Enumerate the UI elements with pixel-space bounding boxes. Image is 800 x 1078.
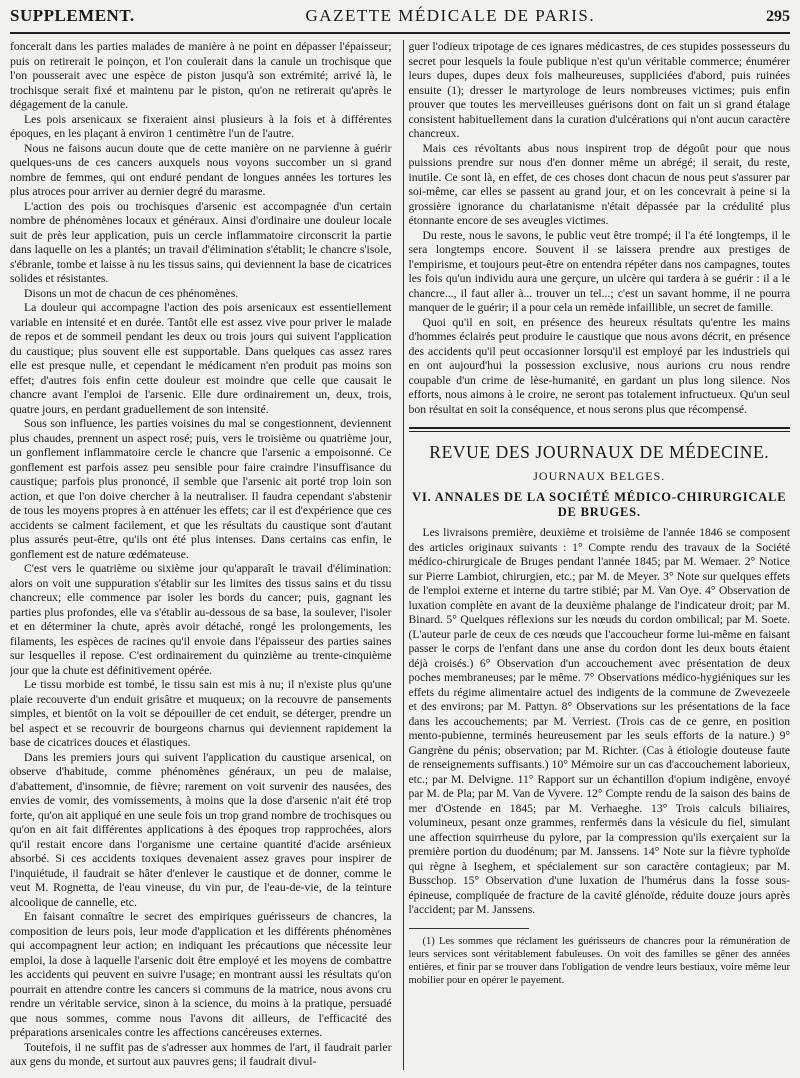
paragraph: La douleur qui accompagne l'action des pois arsenicaux est essentiellement variable en intensité et en durée. Tantôt elle est assez vive pour priver le malade de repos et de sommeil pendant les deux ou trois jours qui suivent l'application du caustique; plus souvent elle est supportable. Dans quelques cas assez rares elle est presque nulle, et cependant le médicament n'en produit pas moins son effet; d'autres fois enfin cette douleur est moindre que celle que causait le chancre avant l'emploi de l'arsenic. Elle dure ordinairement un, deux, trois, quatre jours, en perdant graduellement de son intensité. [10, 301, 392, 416]
paragraph: Toutefois, il ne suffit pas de s'adresser aux hommes de l'art, il faudrait parler aux gens du monde, et surtout aux pauvres gens; il faudrait divul- [10, 1040, 392, 1068]
revue-section [409, 442, 791, 918]
paragraph: L'action des pois ou trochisques d'arsenic est accompagnée d'un certain nombre de phénomènes locaux et généraux. Ainsi d'ordinaire une douleur locale suit de près leur application, puis un cercle inflammatoire circonscrit la partie dans laquelle on les a plantés; un travail d'élimination s'établit; le chancre s'isole, s'ébranle, tombe et laisse à nu les tissus sains, qui deviennent la base de cicatrices solides et résistantes. [10, 199, 392, 285]
footnote [409, 935, 791, 987]
paragraph: C'est vers le quatrième ou sixième jour qu'apparaît le travail d'élimination: alors on voit une suppuration s'établir sur les limites des tissus sains et du tissu chancreux; elle commence par isoler les bords du cancer; puis, gagnant les parties plus profondes, elle va s'établir au-dessous de sa base, la soulever, l'isoler et en déterminer la chute, après avoir détaché, rongé les prolongements, les filaments, les espèces de racines qu'il envoie dans l'épaisseur des parties saines sur lesquelles il repose. C'est ordinairement du quinzième au trente-cinquième jour que la chute est définitivement opérée. [10, 562, 392, 677]
footnote-rule [409, 928, 529, 929]
paragraph: Quoi qu'il en soit, en présence des heureux résultats qu'entre les mains d'hommes éclairés peut produire le caustique que nous avons décrit, en présence des accidents qu'il peut occasionner lorsqu'il est employé par les industriels qui en ont aujourd'hui la possession exclusive, nous aurions cru nous rendre coupable d'un crime de lèse-humanité, en gardant un plus long silence. Nos efforts, nous aimons à le croire, ne seront pas totalement infructueux. Qu'un seul bon résultat en soit la conséquence, et nous serons plus que récompensé. [408, 315, 791, 416]
paragraph: En faisant connaître le secret des empiriques guérisseurs de chancres, la composition de leurs pois, leur mode d'application et les différents phénomènes qui accompagnent leur action; en indiquant les précautions que nécessite leur emploi, la dose à laquelle l'arsenic doit être employé et les moyens de combattre les accidents qui peuvent en suivre l'usage; en montrant aussi les résultats qu'on pourrait en attendre contre les cancers si communs de la matrice, nous avons cru rendre un véritable service, sinon à la science, du moins à la pratique, persuadé que nous sommes, comme nous l'avons dit ailleurs, de l'efficacité des préparations arsenicales contre les affections cancéreuses externes. [10, 910, 392, 1039]
columns [10, 40, 790, 1070]
column-rule [403, 40, 404, 1070]
paragraph: Dans les premiers jours qui suivent l'application du caustique arsenical, on observe d'habitude, comme phénomènes généraux, un peu de malaise, d'abattement, d'insomnie, de fièvre; rarement on voit survenir des nausées, des envies de vomir, des vomissements, à moins que la dose d'arsenic n'ait été trop forte, qu'on ait appliqué en une seule fois un trop grand nombre de trochisques ou qu'on en ait fait différentes applications à des époques trop rapprochées, alors qu'il restait encore dans l'organisme une certaine quantité d'acide arsénieux absorbé. Si ces accidents toxiques devenaient assez graves pour inspirer de l'inquiétude, il faudrait se hâter d'enlever le caustique et de donner, comme le veut M. Rognetta, de l'eau vineuse, du vin pur, de l'eau-de-vie, de la teinture alcoolique de cannelle, etc. [10, 750, 392, 909]
article-continuation [409, 40, 791, 417]
page-number: 295 [765, 8, 790, 25]
revue-subtitle: JOURNAUX BELGES. [533, 469, 666, 483]
paragraph: Les pois arsenicaux se fixeraient ainsi plusieurs à la fois et à différentes époques, en les plaçant à environ 1 centimètre l'un de l'autre. [10, 112, 392, 140]
revue-title: REVUE DES JOURNAUX DE MÉDECINE. [429, 442, 770, 462]
paragraph: Disons un mot de chacun de ces phénomènes. [24, 286, 239, 300]
paragraph: Les livraisons première, deuxième et troisième de l'année 1846 se composent des articles originaux suivants : 1° Compte rendu des travaux de la Société médico-chirurgicale de Bruges pendant l'année 1845; par M. Wemaer. 2° Notice sur Pierre Lambiot, chirurgien, etc.; par M. de Meyer. 3° Note sur quelques effets de l'emploi externe et interne du tartre stibié; par M. Van Oye. 4° Observation de luxation complète en avant de la deuxième phalange de l'indicateur droit; par M. Binard. 5° Quelques réflexions sur les nœuds du cordon ombilical; par M. Soete. (L'auteur parle de ceux de ces nœuds que l'accoucheur forme lui-même en faisant passer le corps de l'enfant dans une anse du cordon dont les deux bouts étaient déjà croisés.) 6° Observation d'un accouchement avec présentation de deux poches membraneuses; par le même. 7° Observations médico-hygiéniques sur les effets du régime alimentaire actuel des indigents de la commune de Zwevezeele et des environs; par M. Pattyn. 8° Observations sur les présentations de la face dans les accouchements; par M. Verriest. (Trois cas de ce genre, en position mento-pubienne, terminés heureusement par les seuls efforts de la nature.) 9° Gangrène du pénis; observation; par M. Richter. (Cas à étiologie douteuse faute de renseignements suffisants.) 10° Mémoire sur un cas d'accouchement laborieux, etc.; par M. Delvigne. 11° Rapport sur un échantillon d'opium indigène, envoyé par M. de Pla; par M. Van de Vyvere. 12° Compte rendu de la saison des bains de mer d'Ostende en 1845; par M. Verhaeghe. 13° Trois calculs biliaires, volumineux, pesant onze grammes, renfermés dans la vésicule du fiel, simulant une affection squirrheuse du pylore, par la compression qu'ils exerçaient sur la première portion du duodénum; par M. Janssens. 14° Note sur la fièvre typhoïde qui règne à Iseghem, et spécialement sur son caractère contagieux; par M. Busschop. 15° Observation d'une luxation de l'humérus dans la fosse sous-épineuse, compliquée de fracture de la cavité glénoïde, réduite douze jours après l'accident; par M. Janssens. [408, 526, 791, 916]
page-header [10, 6, 790, 34]
paragraph: Du reste, nous le savons, le public veut être trompé; il l'a été longtemps, il le sera longtemps encore. Souvent il se laissera prendre aux prestiges de l'empirisme, et toujours peut-être on entendra répéter dans nos campagnes, toutes les fois qu'un individu aura une gerçure, un ulcère qui tardera à se guérir : il a le chancre..., il faut aller à... trouver un tel...; c'est un savant homme, il ne pourra manquer de le guérir; il a pour cela un remède infaillible, un secret de famille. [408, 228, 791, 314]
revue-section-heading: VI. ANNALES DE LA SOCIÉTÉ MÉDICO-CHIRURGICALE DE BRUGES. [412, 490, 787, 519]
paragraph: Mais ces révoltants abus nous inspirent trop de dégoût pour que nous puissions prendre sur nous d'en donner même un abrégé; il serait, du reste, inutile. Ce sont là, en effet, de ces choses dont chacun de nous peut s'assurer par soi-même, car elles se passent au grand jour, et on les concevrait à peine si la grossière ignorance du charlatanisme n'était dépassée par la crédulité plus étonnante encore de ses aveugles victimes. [408, 141, 791, 227]
footnote-text: (1) Les sommes que réclament les guérisseurs de chancres pour la rémunération de leurs services sont véritablement fabuleuses. On voit des familles se gêner des années entières, et finir par se trouver dans l'obligation de vendre leurs bestiaux, voire même leur mobilier pour en opérer le payement. [408, 935, 791, 986]
journal-title: GAZETTE MÉDICALE DE PARIS. [305, 6, 596, 25]
supplement-label: SUPPLEMENT. [10, 6, 135, 25]
right-column [409, 40, 791, 1070]
paragraph: Le tissu morbide est tombé, le tissu sain est mis à nu; il n'existe plus qu'une plaie recouverte d'un enduit grisâtre et muqueux; on la recouvre de pansements simples, et bientôt on la voit se dépouiller de cet enduit, se déterger, prendre un bel aspect et se recouvrir de bourgeons charnus qui deviennent rapidement la base de cicatrices douces et élastiques. [10, 678, 392, 749]
section-divider [409, 427, 791, 432]
paragraph: guer l'odieux tripotage de ces ignares médicastres, de ces stupides possesseurs du secret pour lesquels la foule publique n'est qu'un véritable commerce; énumérer leurs dupes, dupes deux fois malheureuses, suppliciées d'abord, puis ruinées ensuite (1); dresser le martyrologe de leurs nombreuses victimes; puis enfin prouver que toutes les merveilleuses guérisons dont on fait un si grand étalage consistent habituellement dans la curation d'ulcérations qui n'ont aucun caractère chancreux. [408, 40, 791, 140]
paragraph: fonceralt dans les parties malades de manière à ne point en dépasser l'épaisseur; puis on retirerait le poinçon, et l'on coulerait dans la canule un trochisque que l'on pousserait avec une espèce de piston jusqu'à son extrémité; arrivé là, le trochisque serait fixé et maintenu par le piston, qu'on ne retirerait qu'après le dégagement de la canule. [10, 40, 392, 111]
left-column [10, 40, 398, 1070]
paragraph: Nous ne faisons aucun doute que de cette manière on ne parvienne à guérir quelques-uns de ces cancers auxquels nous voyons succomber un si grand nombre de femmes, qui ont enduré pendant de longues années les tortures les plus atroces pour arriver au dernier degré du marasme. [10, 141, 392, 198]
paragraph: Sous son influence, les parties voisines du mal se congestionnent, deviennent plus chaudes, prennent un aspect rosé; puis, vers le troisième ou quatrième jour, un gonflement inflammatoire cercle le chancre que l'arsenic a empoisonné. Ce gonflement est parfois assez peu sensible pour faire craindre l'insuffisance du caustique; parfois plus prononcé, il semble que l'arsenic ait porté trop loin son action, et que l'on doive chercher à la neutraliser. Il faudra cependant s'abstenir de tous les moyens propres à en atténuer les effets; car il est d'expérience que ces accidents se calment facilement, et que les résultats du caustique sont d'autant plus assurés peut-être, qu'ils ont été plus intenses. Dans certains cas enfin, le gonflement est de nature œdémateuse. [10, 417, 392, 561]
